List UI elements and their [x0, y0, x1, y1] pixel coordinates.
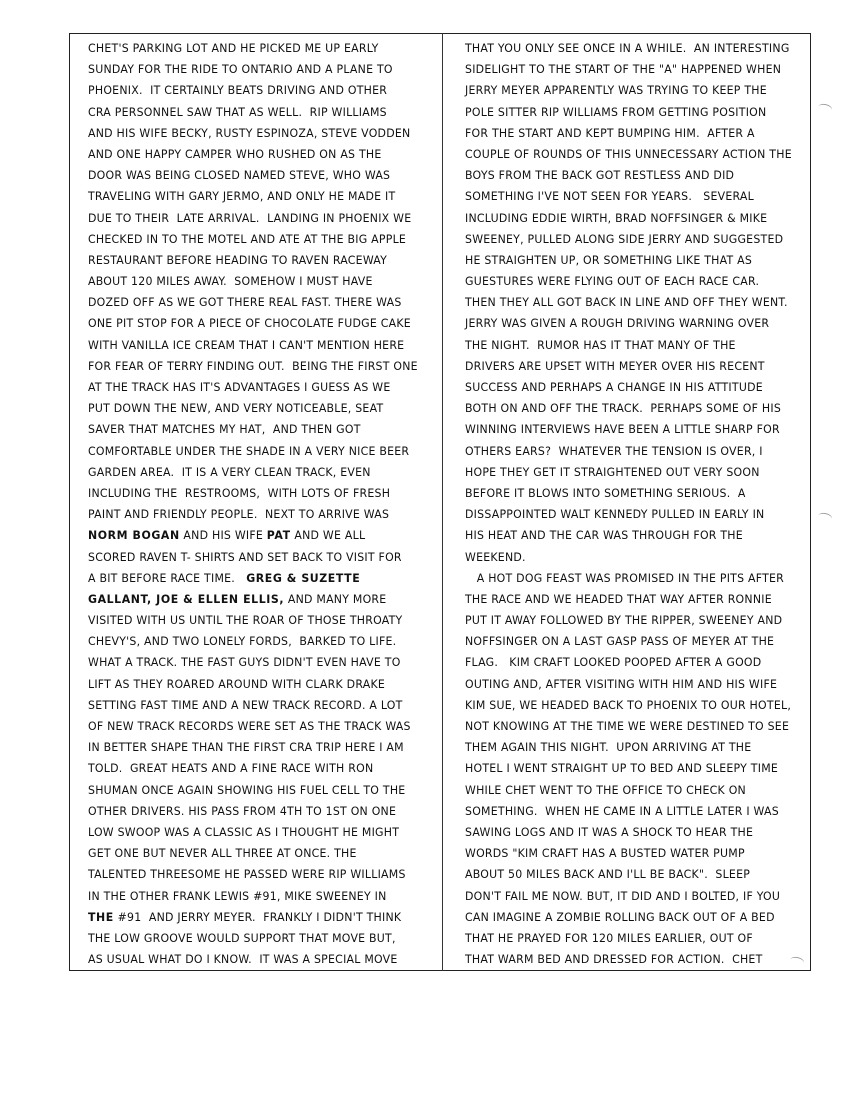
text-run: HE STRAIGHTEN UP, OR SOMETHING LIKE THAT AS — [465, 253, 753, 267]
text-run: WEEKEND. — [465, 550, 526, 564]
text-run: OF NEW TRACK RECORDS WERE SET AS THE TRACK WAS — [88, 720, 411, 733]
text-line — [465, 695, 817, 716]
text-run: HOPE THEY GET IT STRAIGHTENED OUT VERY SOON — [465, 465, 760, 479]
text-line — [465, 547, 817, 568]
text-line — [88, 483, 440, 504]
text-run: OUTING AND, AFTER VISITING WITH HIM AND HIS WIFE — [465, 677, 778, 691]
text-run: COMFORTABLE UNDER THE SHADE IN A VERY NICE BEER — [88, 444, 410, 458]
text-run: #91 AND JERRY MEYER. FRANKLY I DIDN'T THINK — [113, 910, 402, 924]
text-run: WHILE CHET WENT TO THE OFFICE TO CHECK ON — [465, 783, 746, 797]
text-line — [465, 38, 817, 59]
text-line — [465, 504, 817, 525]
text-line — [88, 80, 440, 101]
text-run: COUPLE OF ROUNDS OF THIS UNNECESSARY ACTION THE — [465, 147, 792, 161]
text-line — [88, 695, 440, 716]
text-run: SUCCESS AND PERHAPS A CHANGE IN HIS ATTITUDE — [465, 381, 763, 394]
text-run: DRIVERS ARE UPSET WITH MEYER OVER HIS RECENT — [465, 359, 765, 373]
text-run: FOR FEAR OF TERRY FINDING OUT. BEING THE FIRST ONE — [88, 359, 418, 373]
text-line — [88, 377, 440, 398]
text-line — [465, 758, 817, 779]
text-run: CHECKED IN TO THE MOTEL AND ATE AT THE BIG APPLE — [88, 232, 407, 246]
text-line — [88, 250, 440, 271]
text-run: CHEVY'S, AND TWO LONELY FORDS, BARKED TO LIFE. — [88, 635, 397, 649]
text-run: LOW SWOOP WAS A CLASSIC AS I THOUGHT HE MIGHT — [88, 825, 400, 839]
text-run: GARDEN AREA. IT IS A VERY CLEAN TRACK, EVEN — [88, 465, 371, 479]
text-run: RESTAURANT BEFORE HEADING TO RAVEN RACEWAY — [88, 253, 388, 267]
text-line — [465, 525, 817, 546]
text-line — [88, 886, 440, 907]
text-line — [88, 674, 440, 695]
text-run: CRA PERSONNEL SAW THAT AS WELL. RIP WILLIAMS — [88, 105, 387, 119]
text-line — [88, 38, 440, 59]
text-run: NOFFSINGER ON A LAST GASP PASS OF MEYER AT THE — [465, 635, 775, 649]
text-run: PUT DOWN THE NEW, AND VERY NOTICEABLE, SEAT — [88, 402, 384, 416]
text-run: WITH VANILLA ICE CREAM THAT I CAN'T MENTION HERE — [88, 338, 405, 352]
text-line — [465, 886, 817, 907]
bold-name: PAT — [266, 529, 291, 543]
text-run: AND HIS WIFE BECKY, RUSTY ESPINOZA, STEVE VODDEN — [88, 126, 411, 140]
text-run: NOT KNOWING AT THE TIME WE WERE DESTINED TO SEE — [465, 720, 790, 733]
text-run: ABOUT 50 MILES BACK AND I'LL BE BACK". SLEEP — [465, 868, 751, 882]
text-line — [88, 102, 440, 123]
text-line — [465, 271, 817, 292]
text-line — [88, 758, 440, 779]
text-run: WHAT A TRACK. THE FAST GUYS DIDN'T EVEN HAVE TO — [88, 656, 401, 670]
text-run: DOOR WAS BEING CLOSED NAMED STEVE, WHO WAS — [88, 169, 391, 183]
text-line — [465, 674, 817, 695]
bold-name: THE — [88, 910, 114, 924]
text-run: IN BETTER SHAPE THAN THE FIRST CRA TRIP HERE I AM — [88, 741, 404, 755]
text-line — [465, 186, 817, 207]
text-line — [88, 928, 440, 949]
text-run: THAT WARM BED AND DRESSED FOR ACTION. CHET — [465, 953, 763, 967]
text-line — [88, 335, 440, 356]
text-run: SETTING FAST TIME AND A NEW TRACK RECORD. A LOT — [88, 698, 403, 712]
text-line — [465, 631, 817, 652]
text-run: SOMETHING. WHEN HE CAME IN A LITTLE LATER I WAS — [465, 804, 779, 818]
text-run: PAINT AND FRIENDLY PEOPLE. NEXT TO ARRIVE WAS — [88, 508, 390, 522]
text-run: ONE PIT STOP FOR A PIECE OF CHOCOLATE FUDGE CAKE — [88, 317, 411, 331]
text-run: OTHER DRIVERS. HIS PASS FROM 4TH TO 1ST ON ONE — [88, 804, 397, 818]
text-line — [465, 801, 817, 822]
text-run: AND MANY MORE — [284, 592, 387, 606]
text-line — [465, 335, 817, 356]
text-run: SUNDAY FOR THE RIDE TO ONTARIO AND A PLANE TO — [88, 63, 393, 77]
text-run: PHOENIX. IT CERTAINLY BEATS DRIVING AND OTHER — [88, 84, 388, 98]
text-run: THAT YOU ONLY SEE ONCE IN A WHILE. AN INTERESTING — [465, 42, 790, 55]
text-line — [88, 165, 440, 186]
text-line — [465, 250, 817, 271]
text-line — [88, 610, 440, 631]
text-line — [465, 123, 817, 144]
text-line — [465, 780, 817, 801]
text-line — [465, 568, 817, 589]
text-run: LIFT AS THEY ROARED AROUND WITH CLARK DRAKE — [88, 677, 386, 691]
text-line — [88, 737, 440, 758]
text-run: THE RACE AND WE HEADED THAT WAY AFTER RONNIE — [465, 592, 772, 606]
text-line — [465, 165, 817, 186]
text-line — [465, 589, 817, 610]
text-line — [88, 907, 440, 928]
text-line — [465, 208, 817, 229]
text-run: INCLUDING THE RESTROOMS, WITH LOTS OF FRESH — [88, 486, 391, 500]
text-line — [88, 949, 440, 970]
text-line — [465, 462, 817, 483]
text-line — [465, 398, 817, 419]
text-run: SHUMAN ONCE AGAIN SHOWING HIS FUEL CELL TO THE — [88, 783, 406, 797]
text-run: FLAG. KIM CRAFT LOOKED POOPED AFTER A GOOD — [465, 656, 762, 670]
text-run: BOYS FROM THE BACK GOT RESTLESS AND DID — [465, 169, 735, 183]
text-run: WORDS "KIM CRAFT HAS A BUSTED WATER PUMP — [465, 847, 745, 861]
text-run: DOZED OFF AS WE GOT THERE REAL FAST. THERE WAS — [88, 296, 402, 310]
text-run: HIS HEAT AND THE CAR WAS THROUGH FOR THE — [465, 529, 743, 543]
text-run: JERRY WAS GIVEN A ROUGH DRIVING WARNING OVER — [465, 317, 770, 331]
text-line — [88, 652, 440, 673]
text-line — [465, 864, 817, 885]
text-line — [88, 801, 440, 822]
bold-name: GREG & SUZETTE — [246, 571, 361, 585]
text-run: THEN THEY ALL GOT BACK IN LINE AND OFF THEY WENT. — [465, 296, 788, 310]
text-run: PUT IT AWAY FOLLOWED BY THE RIPPER, SWEENEY AND — [465, 614, 783, 628]
text-line — [465, 59, 817, 80]
text-run: GUESTURES WERE FLYING OUT OF EACH RACE CAR. — [465, 275, 760, 289]
text-run: JERRY MEYER APPARENTLY WAS TRYING TO KEEP THE — [465, 84, 767, 98]
text-run: TALENTED THREESOME HE PASSED WERE RIP WILLIAMS — [88, 868, 406, 882]
text-run: AND HIS WIFE — [179, 529, 267, 543]
right-column — [465, 38, 825, 970]
text-line — [88, 292, 440, 313]
text-line — [88, 843, 440, 864]
text-run: AND ONE HAPPY CAMPER WHO RUSHED ON AS THE — [88, 147, 382, 161]
text-line — [465, 610, 817, 631]
text-line — [88, 716, 440, 737]
text-line — [88, 822, 440, 843]
text-run: SWEENEY, PULLED ALONG SIDE JERRY AND SUGGESTED — [465, 232, 784, 246]
text-run: IN THE OTHER FRANK LEWIS #91, MIKE SWEENEY IN — [88, 889, 387, 903]
text-line — [88, 864, 440, 885]
text-line — [88, 525, 440, 546]
text-run: AS USUAL WHAT DO I KNOW. IT WAS A SPECIAL MOVE — [88, 953, 398, 967]
text-line — [88, 780, 440, 801]
text-run: HOTEL I WENT STRAIGHT UP TO BED AND SLEEPY TIME — [465, 762, 779, 776]
text-run: AT THE TRACK HAS IT'S ADVANTAGES I GUESS AS WE — [88, 381, 391, 394]
text-run: BEFORE IT BLOWS INTO SOMETHING SERIOUS. A — [465, 486, 746, 500]
text-line — [465, 80, 817, 101]
text-line — [465, 313, 817, 334]
text-line — [465, 419, 817, 440]
text-line — [465, 292, 817, 313]
text-line — [88, 356, 440, 377]
text-line — [465, 144, 817, 165]
text-line — [88, 144, 440, 165]
text-line — [88, 631, 440, 652]
text-line — [465, 907, 817, 928]
text-run: FOR THE START AND KEPT BUMPING HIM. AFTER A — [465, 126, 755, 140]
text-line — [88, 462, 440, 483]
text-run: SOMETHING I'VE NOT SEEN FOR YEARS. SEVERAL — [465, 190, 754, 204]
text-run: KIM SUE, WE HEADED BACK TO PHOENIX TO OUR HOTEL, — [465, 698, 792, 712]
text-line — [465, 822, 817, 843]
text-line — [88, 568, 440, 589]
text-run: DON'T FAIL ME NOW. BUT, IT DID AND I BOLTED, IF YOU — [465, 889, 781, 903]
text-run: TRAVELING WITH GARY JERMO, AND ONLY HE MADE IT — [88, 190, 396, 204]
text-run: THE LOW GROOVE WOULD SUPPORT THAT MOVE BUT, — [88, 931, 396, 945]
text-line — [88, 398, 440, 419]
text-run: CHET'S PARKING LOT AND HE PICKED ME UP EARLY — [88, 42, 379, 55]
text-run: DUE TO THEIR LATE ARRIVAL. LANDING IN PHOENIX WE — [88, 211, 412, 225]
text-run: AND WE ALL — [290, 529, 366, 543]
text-run: THAT HE PRAYED FOR 120 MILES EARLIER, OUT OF — [465, 931, 753, 945]
text-line — [88, 208, 440, 229]
text-run: DISSAPPOINTED WALT KENNEDY PULLED IN EARLY IN — [465, 508, 765, 522]
text-line — [88, 589, 440, 610]
text-line — [465, 843, 817, 864]
text-line — [465, 949, 817, 970]
text-run: VISITED WITH US UNTIL THE ROAR OF THOSE THROATY — [88, 614, 403, 628]
left-column — [88, 38, 448, 970]
text-line — [465, 102, 817, 123]
text-line — [88, 271, 440, 292]
text-line — [465, 928, 817, 949]
bold-name: GALLANT, JOE & ELLEN ELLIS, — [88, 592, 285, 606]
text-run: A HOT DOG FEAST WAS PROMISED IN THE PITS AFTER — [476, 571, 785, 585]
text-line — [465, 483, 817, 504]
text-line — [88, 504, 440, 525]
text-run: OTHERS EARS? WHATEVER THE TENSION IS OVER, I — [465, 444, 763, 458]
bold-name: NORM BOGAN — [88, 529, 180, 543]
text-run: SAWING LOGS AND IT WAS A SHOCK TO HEAR THE — [465, 825, 754, 839]
text-run: ABOUT 120 MILES AWAY. SOMEHOW I MUST HAVE — [88, 275, 373, 289]
text-line — [88, 441, 440, 462]
text-line — [88, 59, 440, 80]
text-run: SIDELIGHT TO THE START OF THE "A" HAPPENED WHEN — [465, 63, 782, 77]
text-line — [465, 652, 817, 673]
text-run: BOTH ON AND OFF THE TRACK. PERHAPS SOME OF HIS — [465, 402, 782, 416]
text-run: INCLUDING EDDIE WIRTH, BRAD NOFFSINGER & MIKE — [465, 211, 768, 225]
text-line — [465, 356, 817, 377]
text-line — [88, 419, 440, 440]
text-run: POLE SITTER RIP WILLIAMS FROM GETTING POSITION — [465, 105, 767, 119]
text-run: TOLD. GREAT HEATS AND A FINE RACE WITH RON — [88, 762, 374, 776]
text-run: SCORED RAVEN T- SHIRTS AND SET BACK TO VISIT FOR — [88, 550, 402, 564]
text-line — [465, 441, 817, 462]
text-line — [88, 123, 440, 144]
text-line — [88, 313, 440, 334]
text-run: THE NIGHT. RUMOR HAS IT THAT MANY OF THE — [465, 338, 736, 352]
text-line — [465, 229, 817, 250]
text-line — [88, 229, 440, 250]
text-run: A BIT BEFORE RACE TIME. — [88, 571, 247, 585]
text-line — [465, 377, 817, 398]
text-run: SAVER THAT MATCHES MY HAT, AND THEN GOT — [88, 423, 361, 437]
text-line — [88, 547, 440, 568]
text-run: GET ONE BUT NEVER ALL THREE AT ONCE. THE — [88, 847, 357, 861]
text-run: WINNING INTERVIEWS HAVE BEEN A LITTLE SHARP FOR — [465, 423, 780, 437]
text-line — [88, 186, 440, 207]
text-line — [465, 716, 817, 737]
text-run: CAN IMAGINE A ZOMBIE ROLLING BACK OUT OF A BED — [465, 910, 775, 924]
text-line — [465, 737, 817, 758]
text-run: THEM AGAIN THIS NIGHT. UPON ARRIVING AT THE — [465, 741, 752, 755]
